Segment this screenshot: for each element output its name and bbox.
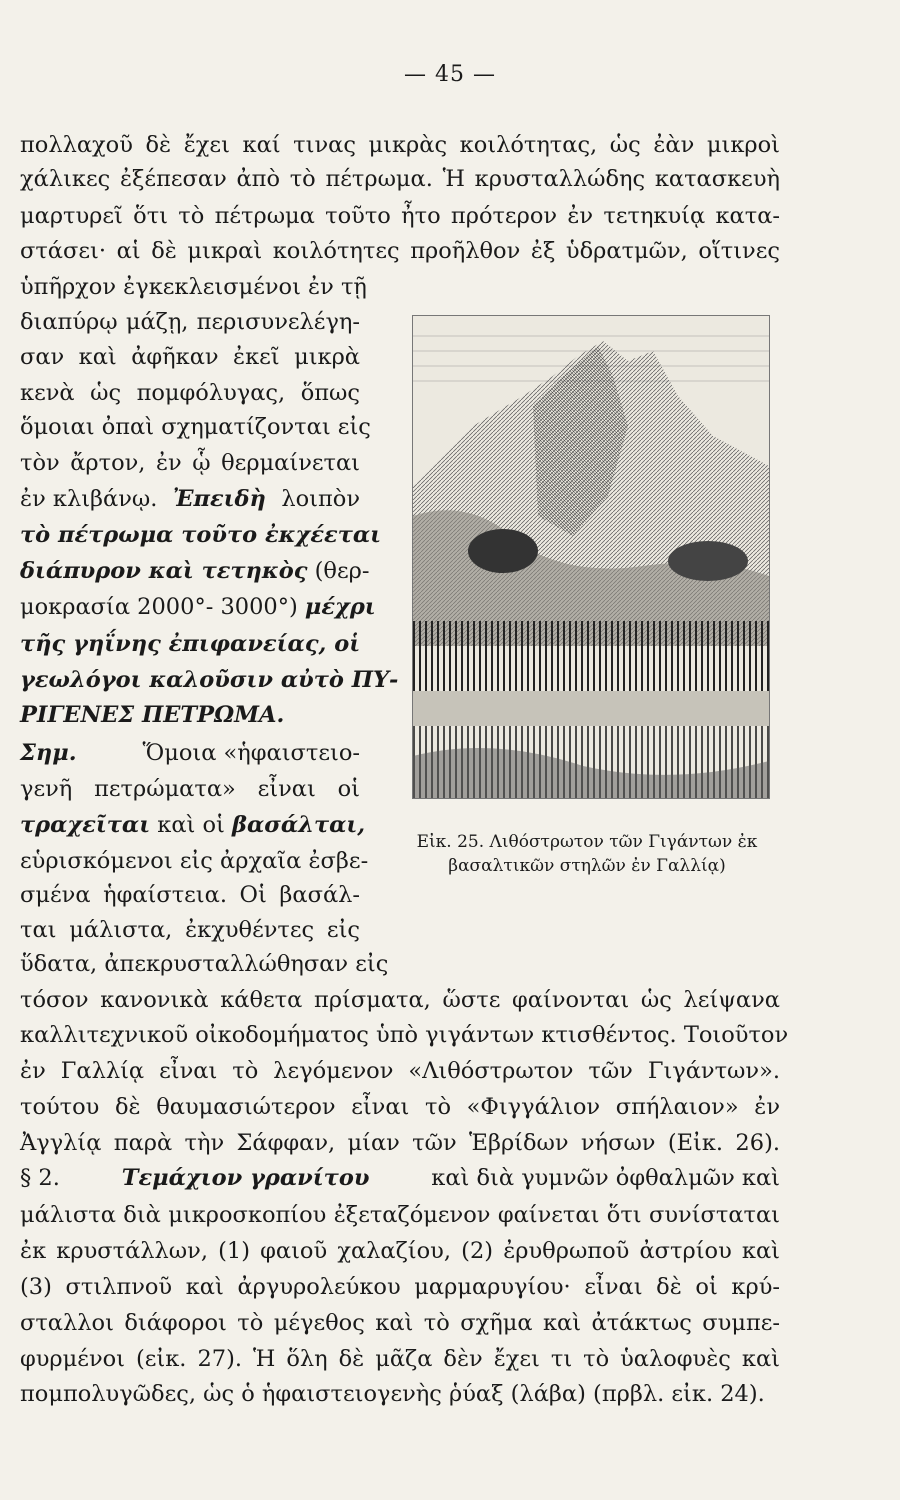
text-segment: καλλιτεχνικοῦ οἰκοδομήματος ὑπὸ γιγάντων κτισθέντος. Τοιοῦτον xyxy=(20,1022,789,1048)
text-line xyxy=(20,1058,780,1092)
text-line xyxy=(20,1094,780,1128)
text-line xyxy=(20,1346,780,1380)
text-segment: § 2. xyxy=(20,1165,68,1191)
text-line xyxy=(20,309,360,343)
text-segment: Ὅμοια «ἡφαιστειο- xyxy=(135,740,360,766)
text-segment: τὸν ἄρτον, ἐν ᾧ θερμαίνεται xyxy=(20,450,360,476)
page-number: — 45 — xyxy=(404,62,496,87)
text-segment: φυρμένοι (εἰκ. 27). Ἡ ὅλη δὲ μᾶζα δὲν ἔχει τι τὸ ὑαλοφυὲς καὶ xyxy=(20,1346,780,1372)
text-line xyxy=(20,344,360,378)
text-segment: ΡΙΓΕΝΕΣ ΠΕΤΡΩΜΑ. xyxy=(20,702,285,728)
text-segment: τούτου δὲ θαυμασιώτερον εἶναι τὸ «Φιγγάλιον σπήλαιον» ἐν xyxy=(20,1094,780,1120)
text-segment: καὶ οἱ xyxy=(150,812,233,838)
text-segment: ὑπῆρχον ἐγκεκλεισμένοι ἐν τῇ xyxy=(20,274,367,300)
text-segment: Σημ. xyxy=(20,740,77,766)
text-line xyxy=(20,1381,780,1415)
text-line xyxy=(20,594,376,628)
text-segment: διαπύρῳ μάζῃ, περισυνελέγη- xyxy=(20,309,360,335)
text-segment: γεωλόγοι καλοῦσιν αὐτὸ ΠΥ- xyxy=(20,667,399,693)
text-line xyxy=(20,380,360,414)
text-segment: ὕδατα, ἀπεκρυσταλλώθησαν εἰς xyxy=(20,951,389,977)
text-segment: τῆς γηΐνης ἐπιφανείας, οἱ xyxy=(20,631,361,657)
text-line xyxy=(20,917,360,951)
text-segment: γενῆ πετρώματα» εἶναι οἱ xyxy=(20,776,360,802)
text-line xyxy=(20,1130,780,1164)
text-segment: (3) στιλπνοῦ καὶ ἀργυρολεύκου μαρμαρυγίου· εἶναι δὲ οἱ κρύ- xyxy=(20,1274,780,1300)
text-segment: σαν καὶ ἀφῆκαν ἐκεῖ μικρὰ xyxy=(20,344,360,370)
text-segment: βασάλται, xyxy=(232,812,366,838)
text-segment: μοκρασία 2000°- 3000°) xyxy=(20,594,305,620)
text-segment: στάσει· αἱ δὲ μικραὶ κοιλότητες προῆλθον ἐξ ὑδρατμῶν, οἵτινες xyxy=(20,238,780,264)
caption-line: βασαλτικῶν στηλῶν ἐν Γαλλίᾳ) xyxy=(448,856,726,876)
text-segment: σμένα ἡφαίστεια. Οἱ βασάλ- xyxy=(20,882,360,908)
text-segment: ἐν Γαλλίᾳ εἶναι τὸ λεγόμενον «Λιθόστρωτον τῶν Γιγάντων». xyxy=(20,1058,780,1084)
text-line xyxy=(20,166,780,200)
text-segment: κενὰ ὡς πομφόλυγας, ὅπως xyxy=(20,380,360,406)
text-line xyxy=(20,522,382,556)
text-line xyxy=(20,812,366,846)
text-segment: μέχρι xyxy=(304,594,376,620)
text-segment: ὅμοιαι ὀπαὶ σχηματίζονται εἰς xyxy=(20,414,371,440)
text-line xyxy=(20,776,360,810)
text-line xyxy=(20,1238,780,1272)
text-line xyxy=(20,414,371,448)
text-line xyxy=(20,702,360,736)
text-segment: ἐκ κρυστάλλων, (1) φαιοῦ χαλαζίου, (2) ἐρυθρωποῦ ἀστρίου καὶ xyxy=(20,1238,780,1264)
text-line xyxy=(20,667,399,701)
text-line xyxy=(20,132,780,166)
text-segment: διάπυρον καὶ τετηκὸς xyxy=(20,558,308,584)
text-segment: χάλικες ἐξέπεσαν ἀπὸ τὸ πέτρωμα. Ἡ κρυσταλλώδης κατασκευὴ xyxy=(20,166,780,192)
text-line xyxy=(20,631,360,665)
text-line xyxy=(20,1274,780,1308)
text-segment: τόσον κανονικὰ κάθετα πρίσματα, ὥστε φαίνονται ὡς λείψανα xyxy=(20,987,780,1013)
text-line xyxy=(20,1165,780,1199)
text-segment: πομπολυγῶδες, ὡς ὁ ἡφαιστειογενὴς ῥύαξ (λάβα) (πρβλ. εἰκ. 24). xyxy=(20,1381,765,1407)
text-segment: εὑρισκόμενοι εἰς ἀρχαῖα ἐσβε- xyxy=(20,848,369,874)
text-segment: μάλιστα διὰ μικροσκοπίου ἐξεταζόμενον φαίνεται ὅτι συνίσταται xyxy=(20,1202,780,1228)
text-line xyxy=(20,1202,780,1236)
figure-caption xyxy=(382,830,792,878)
text-line xyxy=(20,987,780,1021)
text-segment: μαρτυρεῖ ὅτι τὸ πέτρωμα τοῦτο ἦτο πρότερον ἐν τετηκυίᾳ κατα- xyxy=(20,203,780,229)
text-line xyxy=(20,274,367,308)
text-segment: Ἐπειδὴ xyxy=(172,486,266,512)
basalt-columns-landscape-icon xyxy=(413,316,769,798)
text-line xyxy=(20,1022,789,1056)
text-line xyxy=(20,558,370,592)
text-line xyxy=(20,238,780,272)
text-segment: Ἀγγλίᾳ παρὰ τὴν Σάφφαν, μίαν τῶν Ἑβρίδων νήσων (Εἰκ. 26). xyxy=(20,1130,780,1156)
text-line xyxy=(20,951,389,985)
text-segment: τὸ πέτρωμα τοῦτο ἐκχέεται xyxy=(20,522,382,548)
text-segment: τραχεῖται xyxy=(20,812,151,838)
text-segment: (θερ- xyxy=(307,558,370,584)
text-line xyxy=(20,203,780,237)
figure-engraving xyxy=(412,315,770,799)
text-segment: Τεμάχιον γρανίτου xyxy=(121,1165,370,1191)
text-segment: πολλαχοῦ δὲ ἔχει καί τινας μικρὰς κοιλότητας, ὡς ἐὰν μικροὶ xyxy=(20,132,780,158)
text-line xyxy=(20,1310,780,1344)
text-line xyxy=(20,882,360,916)
text-line xyxy=(20,486,360,520)
text-line xyxy=(20,848,369,882)
caption-line: Εἰκ. 25. Λιθόστρωτον τῶν Γιγάντων ἐκ xyxy=(416,832,758,852)
text-segment: ται μάλιστα, ἐκχυθέντες εἰς xyxy=(20,917,360,943)
text-line xyxy=(20,450,360,484)
text-segment: ἐν κλιβάνῳ. xyxy=(20,486,165,512)
text-segment: λοιπὸν xyxy=(274,486,360,512)
text-segment: σταλλοι διάφοροι τὸ μέγεθος καὶ τὸ σχῆμα καὶ ἀτάκτως συμπε- xyxy=(20,1310,780,1336)
text-segment: καὶ διὰ γυμνῶν ὀφθαλμῶν καὶ xyxy=(424,1165,780,1191)
text-line xyxy=(20,740,360,774)
